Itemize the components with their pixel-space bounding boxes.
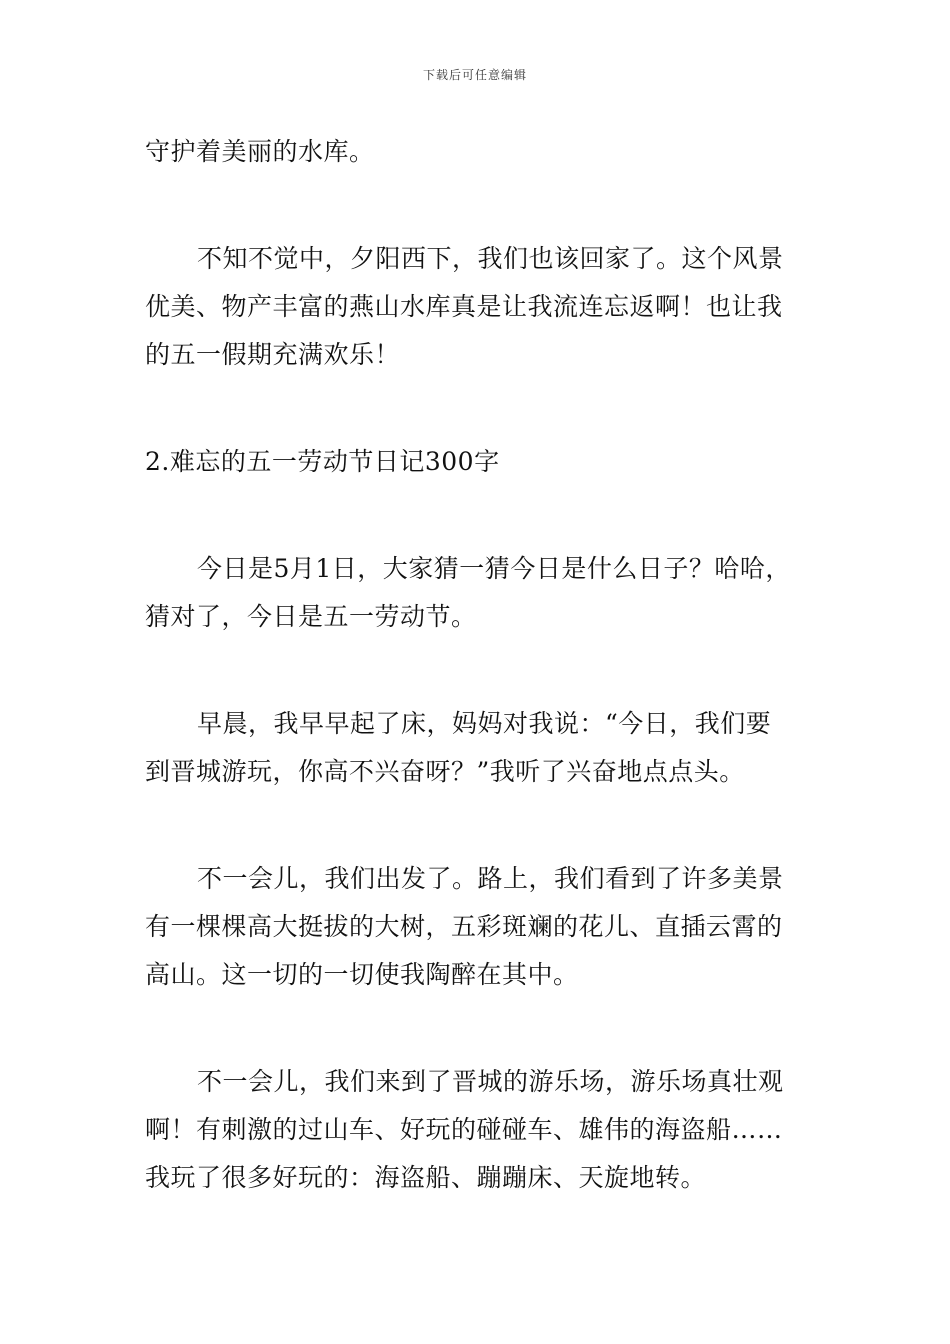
text-line: 不知不觉中，夕阳西下，我们也该回家了。这个风景 [197, 244, 784, 273]
page-header: 下载后可任意编辑 [422, 68, 527, 82]
text-line: 守护着美丽的水库。 [145, 137, 375, 166]
paragraph-sunset [145, 235, 810, 379]
text-line: 高山。这一切的一切使我陶醉在其中。 [145, 960, 579, 989]
text-line: 猜对了，今日是五一劳动节。 [145, 602, 477, 631]
text-line: 优美、物产丰富的燕山水库真是让我流连忘返啊！也让我 [145, 292, 783, 321]
text-line: 我玩了很多好玩的：海盗船、蹦蹦床、天旋地转。 [145, 1163, 707, 1192]
paragraph-ending-reservoir [145, 128, 810, 176]
section-heading [145, 438, 810, 486]
text-line: 到晋城游玩，你高不兴奋呀？”我听了兴奋地点点头。 [145, 757, 745, 786]
paragraph-morning [145, 700, 810, 796]
text-line: 的五一假期充满欢乐！ [145, 340, 401, 369]
document-body [145, 128, 810, 1261]
paragraph-amusement-park [145, 1058, 810, 1202]
text-line: 有一棵棵高大挺拔的大树，五彩斑斓的花儿、直插云霄的 [145, 912, 783, 941]
text-line: 早晨，我早早起了床，妈妈对我说：“今日，我们要 [197, 709, 772, 738]
text-line: 今日是5月1日，大家猜一猜今日是什么日子？哈哈， [197, 554, 791, 583]
text-line: 不一会儿，我们出发了。路上，我们看到了许多美景 [197, 864, 784, 893]
paragraph-may-day [145, 545, 810, 641]
text-line: 啊！有刺激的过山车、好玩的碰碰车、雄伟的海盗船…… [145, 1115, 783, 1144]
text-line: 不一会儿，我们来到了晋城的游乐场，游乐场真壮观 [197, 1067, 784, 1096]
heading-text: 2.难忘的五一劳动节日记300字 [145, 447, 500, 476]
paragraph-on-the-road [145, 855, 810, 999]
